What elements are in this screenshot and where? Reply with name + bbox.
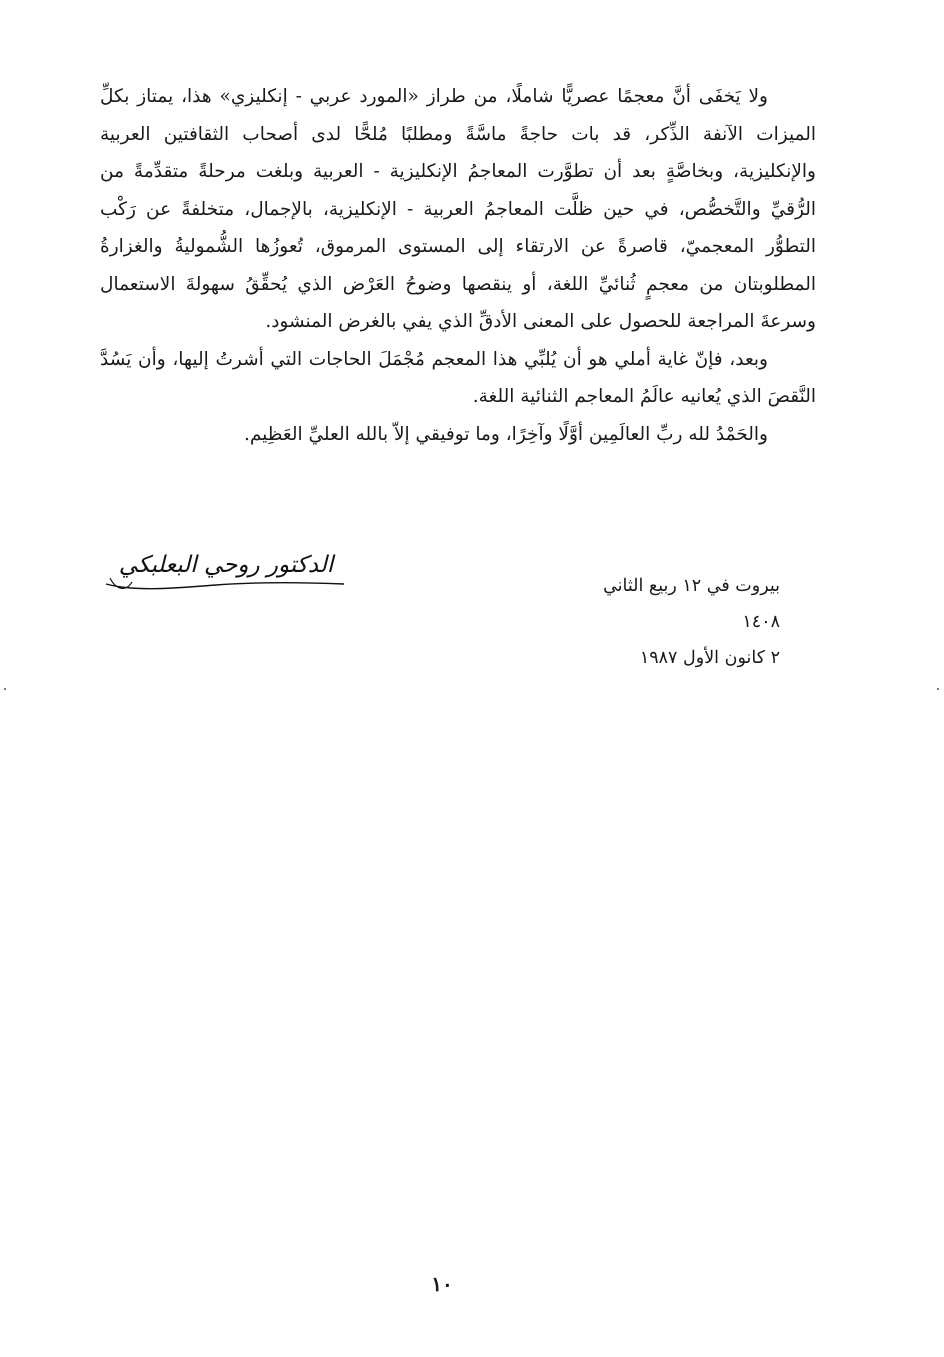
scan-speck [4,688,6,690]
signature-text: الدكتور روحي البعلبكي [118,552,334,578]
scan-speck [937,688,939,690]
place-date-hijri: بيروت في ١٢ ربيع الثاني ١٤٠٨ [603,576,780,632]
preface-body [100,78,816,453]
author-signature [96,548,356,594]
place-date-block [560,568,780,676]
place-date-gregorian: ٢ كانون الأول ١٩٨٧ [639,648,780,668]
page-number: ١٠ [431,1272,453,1296]
paragraph-2: وبعد، فإنّ غاية أملي هو أن يُلبِّي هذا المعجم مُجْمَلَ الحاجات التي أشرتُ إليها، وأن يَسُدَّ النَّقصَ الذي يُعانيه عالَمُ المعاجم الثنائية اللغة. [100,348,816,407]
paragraph-3: والحَمْدُ لله ربِّ العالَمِين أوَّلًا وآخِرًا، وما توفيقي إلاّ بالله العليِّ العَظِيم. [243,423,768,445]
paragraph-1: ولا يَخفَى أنَّ معجمًا عصريًّا شاملًا، من طراز «المورد عربي - إنكليزي» هذا، يمتاز بكلِّ الميزات الآنفة الذِّكر، قد بات حاجةً ماسَّةً ومطلبًا مُلحًّا لدى أصحاب الثقافتين العربية والإنكليزية، وبخاصَّةٍ بعد أن تطوَّرت المعاجمُ الإنكليزية - العربية وبلغت مرحلةً متقدِّمةً من الرُّقيِّ والتَّخصُّص، في حين ظلَّت المعاجمُ العربية - الإنكليزية، بالإجمال، متخلفةً عن رَكْب التطوُّر المعجميّ، قاصرةً عن الارتقاء إلى المستوى المرموق، تُعوزُها الشُّموليةُ والغزارةُ المطلوبتان من معجمٍ ثُنائيِّ اللغة، أو ينقصها وضوحُ العَرْض الذي يُحقِّقُ سهولةَ الاستعمال وسرعةَ المراجعة للحصول على المعنى الأدقِّ الذي يفي بالغرض المنشود. [100,86,816,332]
